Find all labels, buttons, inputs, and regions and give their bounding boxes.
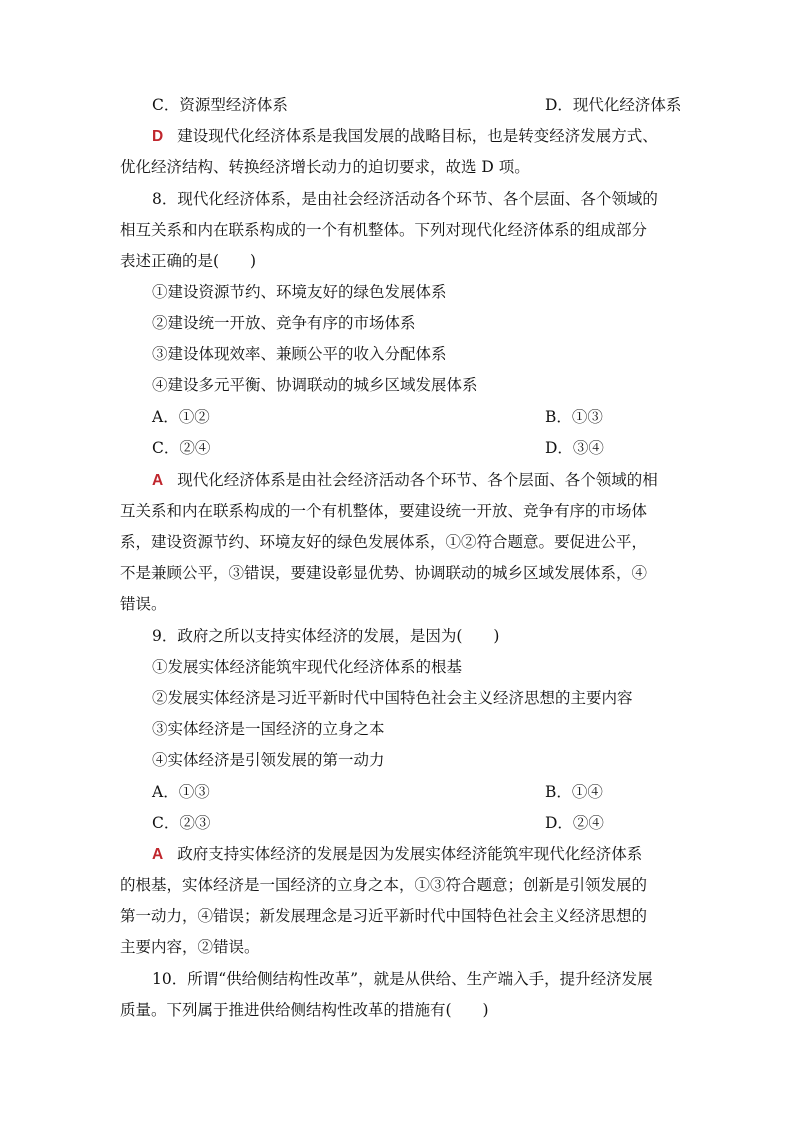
q9-option-d: D．②④ <box>545 814 604 832</box>
q9-option-c: C．②③ <box>152 814 211 832</box>
q7-option-c: C．资源型经济体系 <box>152 96 288 114</box>
q7-explanation-line-2: 优化经济结构、转换经济增长动力的迫切要求，故选 D 项。 <box>120 158 530 176</box>
q9-item-1: ①发展实体经济能筑牢现代化经济体系的根基 <box>152 658 463 676</box>
q8-explanation-text-1: 现代化经济体系是由社会经济活动各个环节、各个层面、各个领域的相 <box>177 471 658 489</box>
q7-explanation-line-1 <box>152 126 658 147</box>
q9-explanation-line-1 <box>152 844 642 865</box>
q8-option-d: D．③④ <box>545 439 604 457</box>
q8-option-b: B．①③ <box>545 408 603 426</box>
q7-answer-letter: D <box>152 128 164 145</box>
q8-item-4: ④建设多元平衡、协调联动的城乡区域发展体系 <box>152 376 478 394</box>
q10-stem-line-2: 质量。下列属于推进供给侧结构性改革的措施有( ) <box>120 1001 489 1019</box>
q8-options-row-1 <box>152 407 603 427</box>
q9-options-row-1 <box>152 782 603 802</box>
q9-item-2: ②发展实体经济是习近平新时代中国特色社会主义经济思想的主要内容 <box>152 689 633 707</box>
q8-explanation-line-3: 系，建设资源节约、环境友好的绿色发展体系，①②符合题意。要促进公平， <box>120 533 648 551</box>
q8-stem-line-1: 8．现代化经济体系，是由社会经济活动各个环节、各个层面、各个领域的 <box>152 190 658 208</box>
q8-explanation-line-1 <box>152 470 658 491</box>
q9-item-3: ③实体经济是一国经济的立身之本 <box>152 720 385 738</box>
q9-answer-letter: A <box>152 846 164 863</box>
q9-option-b: B．①④ <box>545 783 603 801</box>
q9-explanation-line-3: 第一动力，④错误；新发展理念是习近平新时代中国特色社会主义经济思想的 <box>120 907 648 925</box>
q10-stem-line-1: 10．所谓“供给侧结构性改革”，就是从供给、生产端入手，提升经济发展 <box>152 970 653 988</box>
q8-explanation-line-5: 错误。 <box>120 595 167 613</box>
q9-stem: 9．政府之所以支持实体经济的发展，是因为( ) <box>152 627 500 645</box>
q9-explanation-line-4: 主要内容，②错误。 <box>120 938 260 956</box>
q8-explanation-line-2: 互关系和内在联系构成的一个有机整体，要建设统一开放、竞争有序的市场体 <box>120 502 648 520</box>
q7-explanation-text-1: 建设现代化经济体系是我国发展的战略目标，也是转变经济发展方式、 <box>177 127 658 145</box>
q8-stem-line-3: 表述正确的是( ) <box>120 252 257 270</box>
q9-explanation-line-2: 的根基，实体经济是一国经济的立身之本，①③符合题意；创新是引领发展的 <box>120 876 648 894</box>
q8-item-3: ③建设体现效率、兼顾公平的收入分配体系 <box>152 345 447 363</box>
q8-option-a: A．①② <box>152 408 210 426</box>
q8-answer-letter: A <box>152 472 164 489</box>
q9-item-4: ④实体经济是引领发展的第一动力 <box>152 751 385 769</box>
q8-stem-line-2: 相互关系和内在联系构成的一个有机整体。下列对现代化经济体系的组成部分 <box>120 221 648 239</box>
q9-options-row-2 <box>152 813 604 833</box>
q8-explanation-line-4: 不是兼顾公平，③错误，要建设彰显优势、协调联动的城乡区域发展体系，④ <box>120 564 648 582</box>
q9-option-a: A．①③ <box>152 783 210 801</box>
q8-option-c: C．②④ <box>152 439 211 457</box>
q8-options-row-2 <box>152 438 604 458</box>
q8-item-1: ①建设资源节约、环境友好的绿色发展体系 <box>152 283 447 301</box>
q7-options-row <box>152 95 682 115</box>
q8-item-2: ②建设统一开放、竞争有序的市场体系 <box>152 314 416 332</box>
q9-explanation-text-1: 政府支持实体经济的发展是因为发展实体经济能筑牢现代化经济体系 <box>177 845 643 863</box>
q7-option-d: D．现代化经济体系 <box>545 96 682 114</box>
